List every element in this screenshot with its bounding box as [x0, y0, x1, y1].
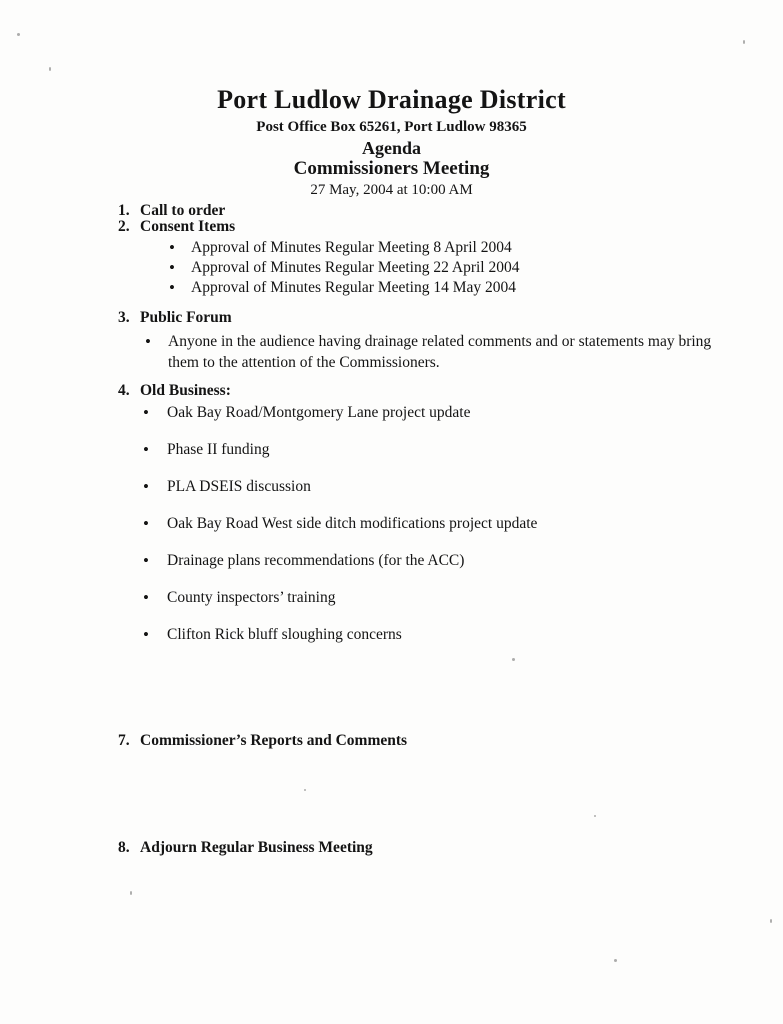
old-business-bullet-list — [143, 403, 723, 645]
document-title: Port Ludlow Drainage District — [217, 85, 566, 114]
bullet-item: • Approval of Minutes Regular Meeting 8 April 2004 — [169, 238, 723, 258]
bullet-item: • Oak Bay Road West side ditch modifications project update — [143, 514, 723, 534]
item-title: Public Forum — [140, 309, 232, 326]
scan-speck — [304, 789, 306, 791]
agenda-list — [0, 203, 783, 856]
item-heading — [118, 219, 723, 235]
bullet-item: • Approval of Minutes Regular Meeting 14 May 2004 — [169, 278, 723, 298]
agenda-item-consent-items — [118, 219, 723, 298]
item-heading — [118, 733, 723, 749]
bullet-item: • Drainage plans recommendations (for the ACC) — [143, 551, 723, 571]
item-number: 2. — [118, 218, 130, 235]
bullet-item: • Oak Bay Road/Montgomery Lane project update — [143, 403, 723, 423]
public-forum-bullet-list — [145, 331, 723, 373]
agenda-item-commissioners-reports — [118, 733, 723, 749]
item-heading — [118, 383, 723, 399]
agenda-item-old-business — [118, 383, 723, 645]
item-number: 4. — [118, 382, 130, 399]
item-title: Call to order — [140, 202, 226, 219]
bullet-item: • Approval of Minutes Regular Meeting 22 April 2004 — [169, 258, 723, 278]
document-header — [0, 0, 783, 199]
item-heading — [118, 203, 723, 219]
scan-speck — [130, 891, 132, 895]
consent-items-bullet-list — [169, 238, 723, 298]
item-number: 8. — [118, 839, 130, 856]
scan-speck — [17, 33, 20, 36]
document-type-label: Agenda — [361, 138, 421, 158]
bullet-item: • Phase II funding — [143, 440, 723, 460]
item-title: Old Business: — [140, 382, 231, 399]
item-title: Adjourn Regular Business Meeting — [140, 839, 373, 856]
bullet-item: • PLA DSEIS discussion — [143, 477, 723, 497]
agenda-item-adjourn — [118, 840, 723, 856]
document-address: Post Office Box 65261, Port Ludlow 98365 — [256, 119, 527, 135]
meeting-title: Commissioners Meeting — [293, 158, 490, 179]
item-title: Consent Items — [140, 218, 236, 235]
scan-speck — [594, 815, 596, 817]
bullet-item: • Anyone in the audience having drainage related comments and or statements may bring them to the attention of the Commissioners. — [145, 331, 720, 373]
meeting-datetime: 27 May, 2004 at 10:00 AM — [310, 182, 473, 198]
item-heading — [118, 310, 723, 326]
scan-speck — [614, 959, 617, 962]
scan-speck — [512, 658, 515, 661]
item-number: 7. — [118, 732, 130, 749]
item-title: Commissioner’s Reports and Comments — [140, 732, 408, 749]
agenda-item-public-forum — [118, 310, 723, 373]
item-number: 3. — [118, 309, 130, 326]
scan-speck — [770, 919, 772, 923]
item-number: 1. — [118, 202, 130, 219]
scan-speck — [743, 40, 745, 44]
scan-speck — [49, 67, 51, 71]
item-heading — [118, 840, 723, 856]
agenda-item-call-to-order — [118, 203, 723, 219]
bullet-item: • Clifton Rick bluff sloughing concerns — [143, 625, 723, 645]
bullet-item: • County inspectors’ training — [143, 588, 723, 608]
